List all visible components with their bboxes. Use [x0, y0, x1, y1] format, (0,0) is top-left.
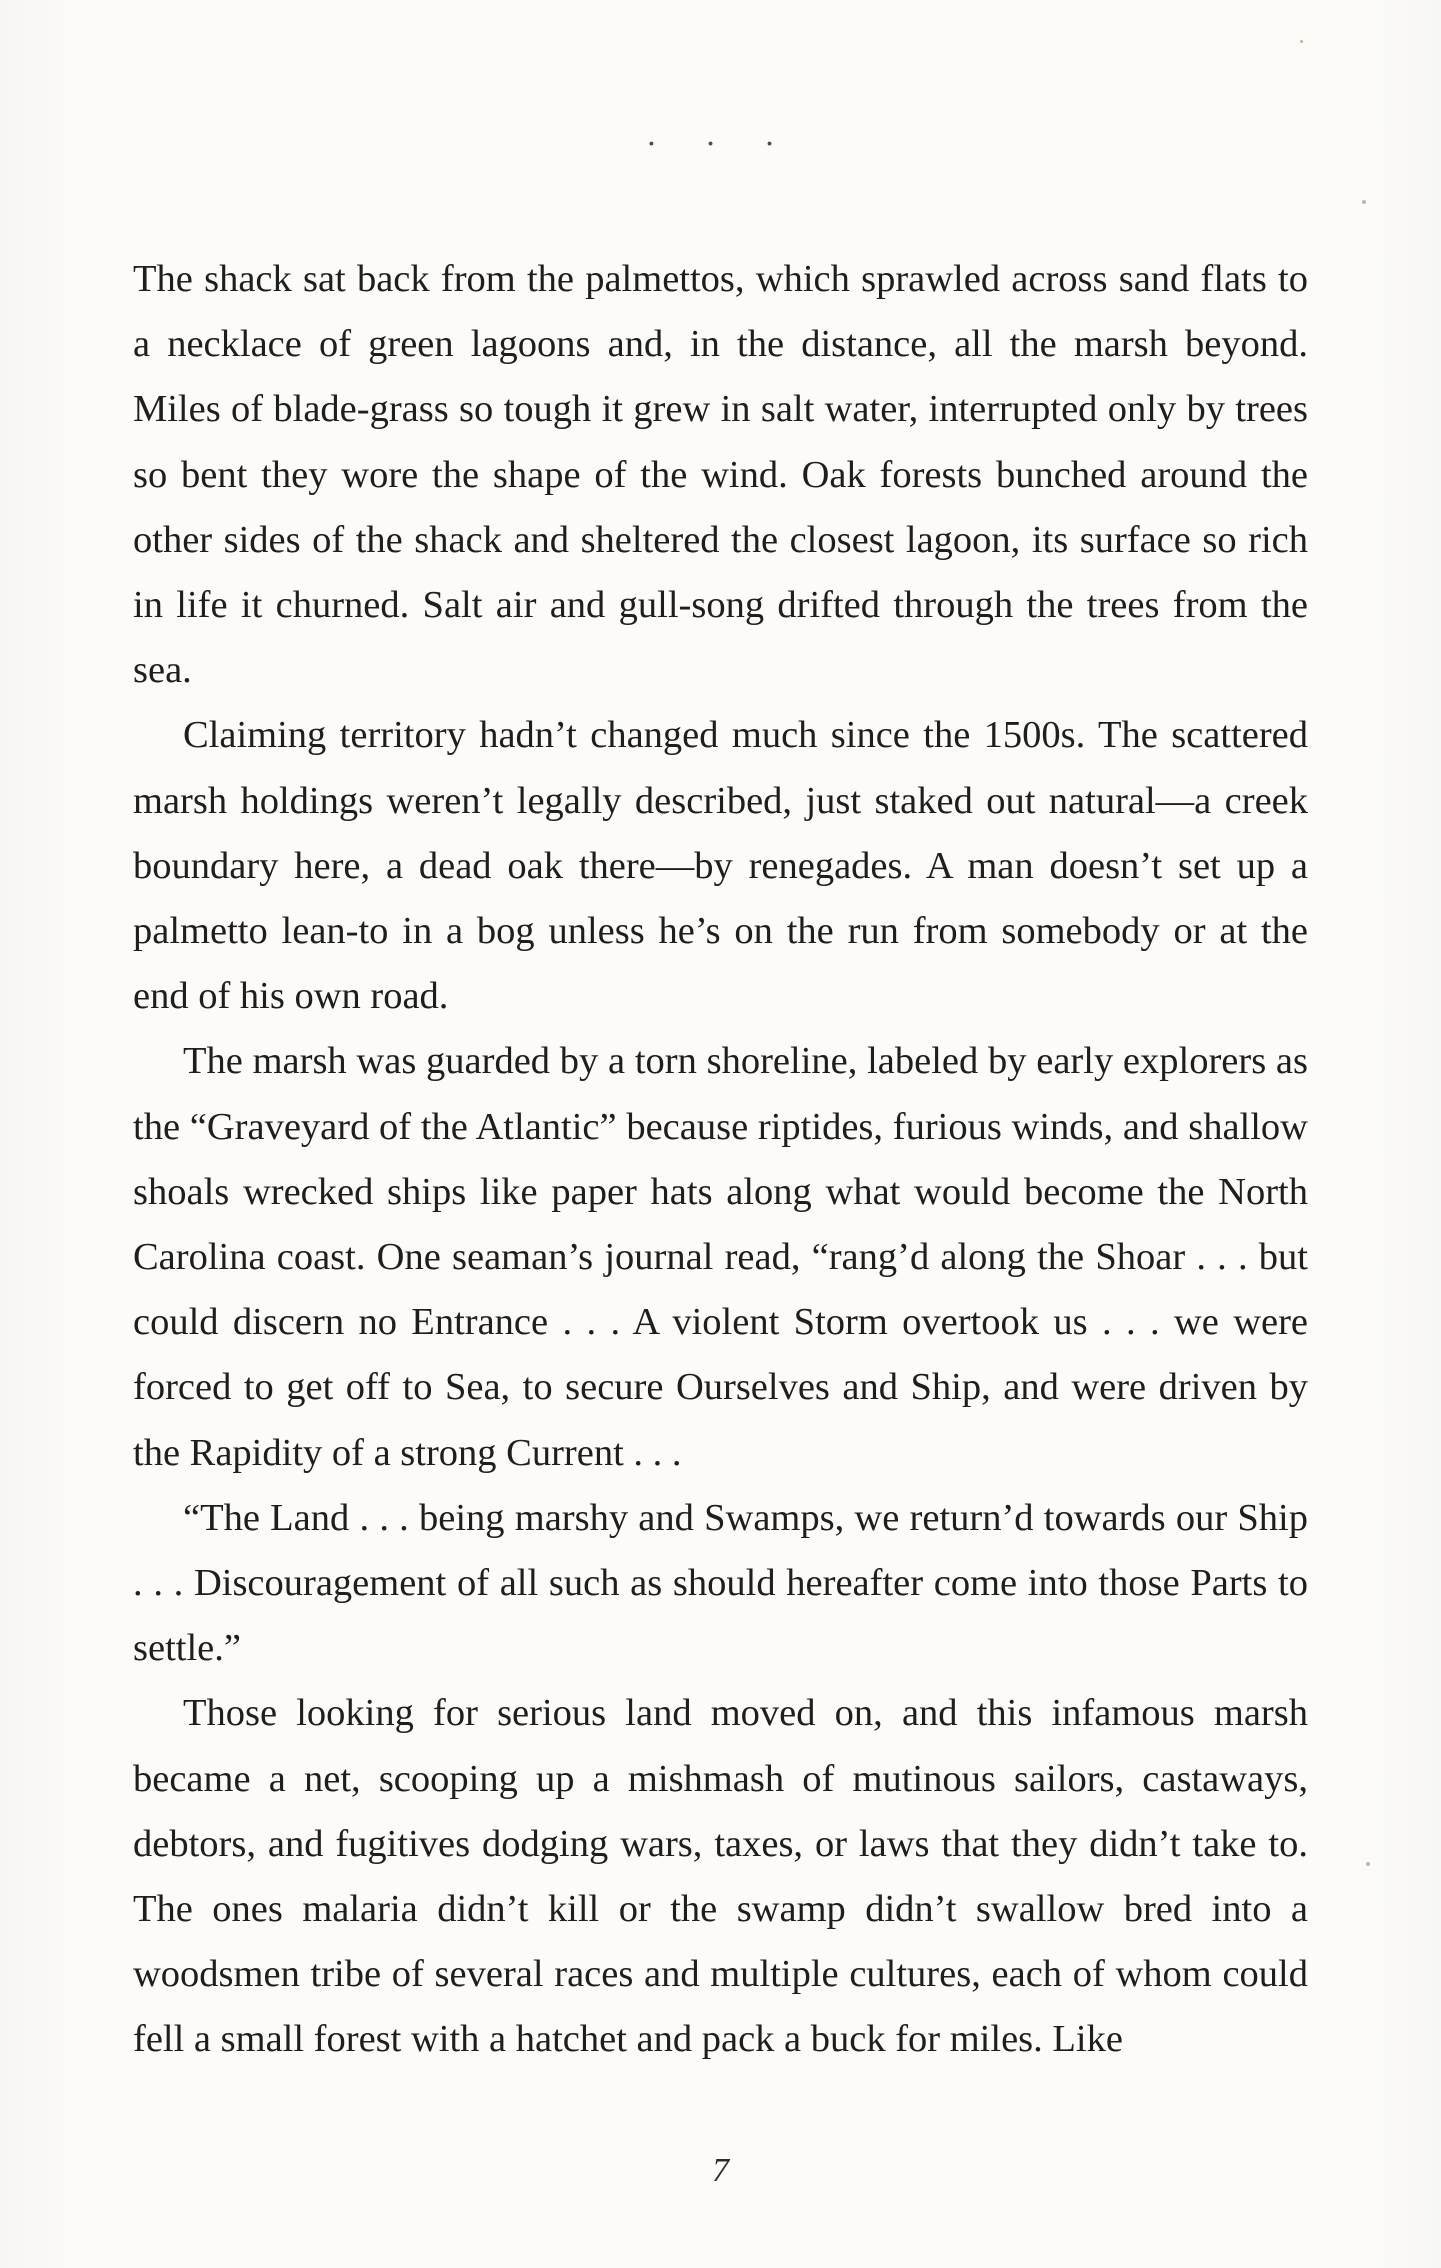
paragraph-1: The shack sat back from the palmettos, which sprawled across sand flats to a necklace of green lagoons and, in the distance, all the marsh beyond. Miles of blade-grass so tough it grew in salt water, interrupted only by trees so bent they wore the shape of the wind. Oak forests bunched around the other sides of the shack and sheltered the closest lagoon, its surface so rich in life it churned. Salt air and gull-song drifted through the trees from the sea. — [133, 258, 1308, 692]
paragraph-3: The marsh was guarded by a torn shoreline, labeled by early explorers as the “Graveyard of the Atlantic” because riptides, furious winds, and shallow shoals wrecked ships like paper hats along what would become the North Carolina coast. One seaman’s journal read, “rang’d along the Shoar . . . but could discern no Entrance . . . A violent Storm overtook us . . . we were forced to get off to Sea, to secure Ourselves and Ship, and were driven by the Rapidity of a strong Current . . . — [133, 1040, 1308, 1474]
section-break-ornament: . . . — [646, 118, 795, 153]
page-number: 7 — [712, 2152, 729, 2189]
paper-speck — [1362, 200, 1366, 204]
paragraph-4: “The Land . . . being marshy and Swamps, we return’d towards our Ship . . . Discouragement of all such as should hereafter come into those Parts to settle.” — [133, 1496, 1308, 1670]
paper-speck — [1366, 1862, 1370, 1866]
paragraph-5: Those looking for serious land moved on, and this infamous marsh became a net, scooping up a mishmash of mutinous sailors, castaways, debtors, and fugitives dodging wars, taxes, or laws that they didn’t take to. The ones malaria didn’t kill or the swamp didn’t swallow bred into a woodsmen tribe of several races and multiple cultures, each of whom could fell a small forest with a hatchet and pack a buck for miles. Like — [133, 1692, 1308, 2061]
paragraph-2: Claiming territory hadn’t changed much since the 1500s. The scattered marsh holdings weren’t legally described, just staked out natural—a creek boundary here, a dead oak there—by renegades. A man doesn’t set up a palmetto lean-to in a bog unless he’s on the run from somebody or at the end of his own road. — [133, 714, 1308, 1018]
body-text — [133, 247, 1308, 2073]
paper-speck — [1300, 40, 1303, 43]
